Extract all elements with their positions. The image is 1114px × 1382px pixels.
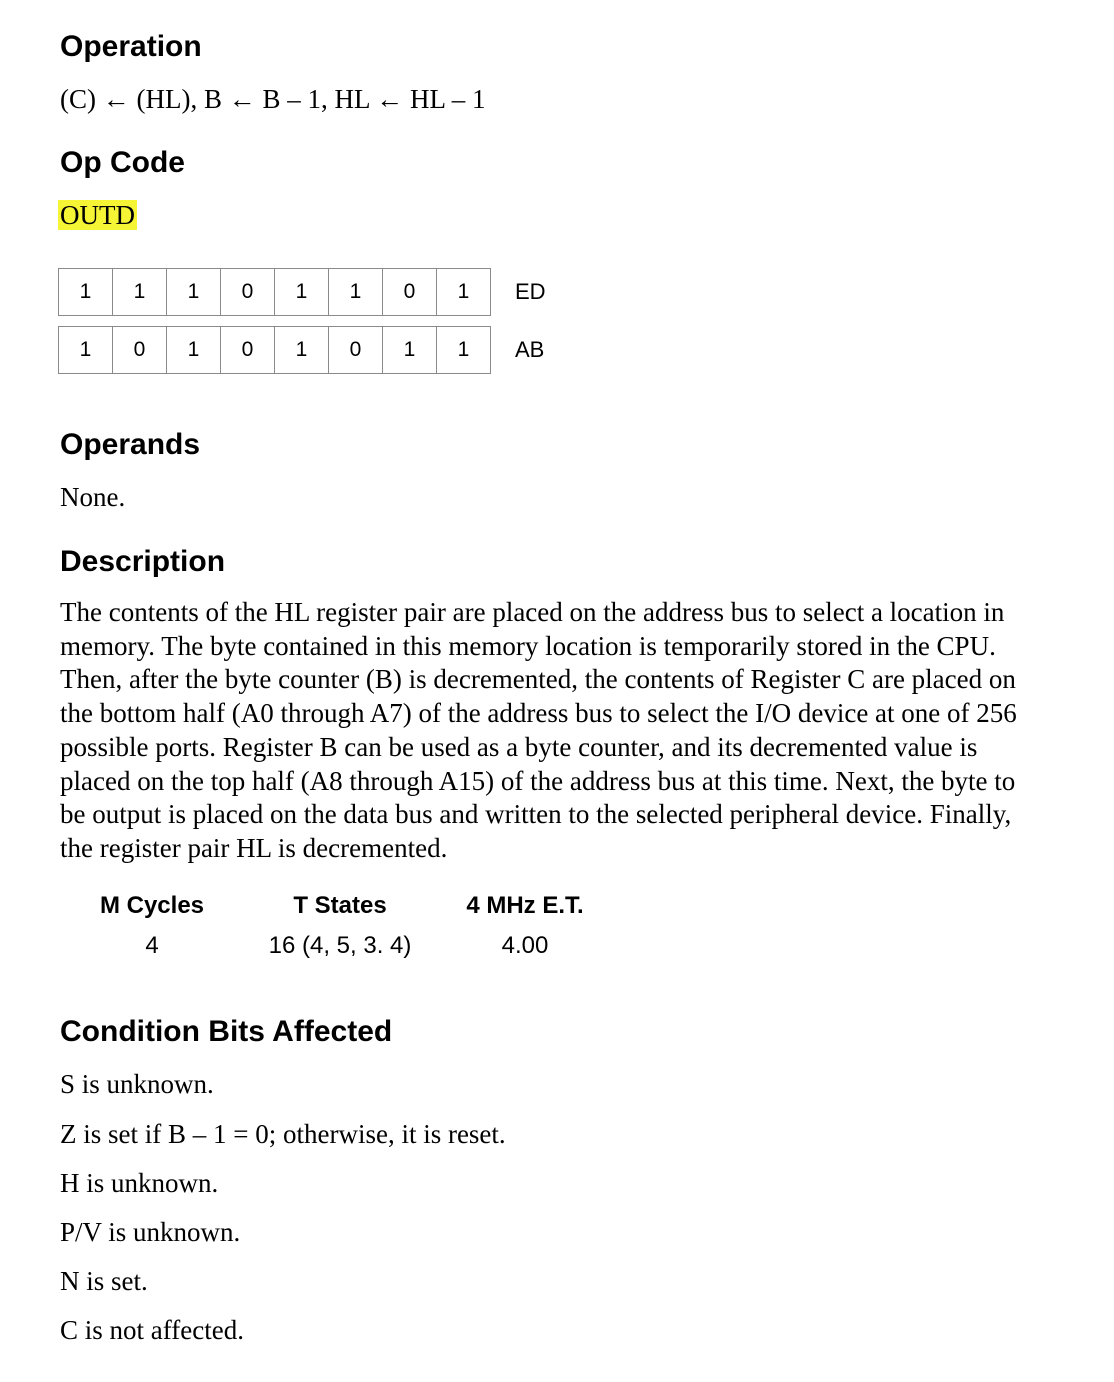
operands-heading: Operands — [60, 428, 201, 461]
condition-item: P/V is unknown. — [60, 1217, 241, 1247]
opcode-mnemonic-highlight: OUTD — [60, 200, 135, 230]
bit-cell: 1 — [437, 269, 491, 316]
timing-value-t-states: 16 (4, 5, 3. 4) — [268, 932, 412, 959]
description-text — [60, 596, 1080, 866]
bit-cell: 1 — [275, 269, 329, 316]
timing-t-states — [240, 892, 440, 960]
operands-text: None. — [60, 482, 126, 512]
timing-m-cycles — [82, 892, 222, 960]
opcode-hex-2: AB — [515, 337, 545, 362]
description-line: placed on the top half (A8 through A15) of the address bus at this time. Next, the byte to — [60, 765, 1016, 796]
bit-cell: 0 — [113, 327, 167, 374]
bit-cell: 0 — [329, 327, 383, 374]
timing-value-m-cycles: 4 — [145, 932, 159, 959]
timing-et — [445, 892, 605, 960]
bit-cell: 1 — [167, 269, 221, 316]
bit-cell: 0 — [221, 269, 275, 316]
description-heading: Description — [60, 545, 226, 578]
operation-formula: (C) ← (HL), B ← B – 1, HL ← HL – 1 — [60, 84, 486, 114]
description-line: the bottom half (A0 through A7) of the address bus to select the I/O device at one of 256 — [60, 698, 1017, 729]
bit-cell: 0 — [221, 327, 275, 374]
description-line: Then, after the byte counter (B) is decremented, the contents of Register C are placed on — [60, 664, 1016, 695]
bit-cell: 0 — [383, 269, 437, 316]
timing-header-et: 4 MHz E.T. — [466, 892, 584, 919]
opcode-bits-row-1 — [58, 268, 491, 316]
opcode-hex-1: ED — [515, 279, 546, 304]
operation-heading: Operation — [60, 30, 202, 63]
bit-cell: 1 — [329, 269, 383, 316]
condition-bits-heading: Condition Bits Affected — [60, 1015, 393, 1048]
condition-item: C is not affected. — [60, 1315, 244, 1345]
opcode-bits-row-2 — [58, 326, 491, 374]
description-line: the register pair HL is decremented. — [60, 832, 448, 863]
condition-item: S is unknown. — [60, 1069, 214, 1099]
description-line: be output is placed on the data bus and written to the selected peripheral device. Finally, — [60, 799, 1012, 830]
bit-cell: 1 — [275, 327, 329, 374]
bit-cell: 1 — [383, 327, 437, 374]
condition-item: Z is set if B – 1 = 0; otherwise, it is reset. — [60, 1119, 506, 1149]
bit-cell: 1 — [167, 327, 221, 374]
description-line: possible ports. Register B can be used as a byte counter, and its decremented value is — [60, 731, 978, 762]
bit-cell: 1 — [113, 269, 167, 316]
timing-header-t-states: T States — [293, 892, 387, 919]
timing-header-m-cycles: M Cycles — [99, 892, 205, 919]
opcode-mnemonic — [60, 198, 137, 232]
condition-item: N is set. — [60, 1266, 148, 1296]
timing-value-et: 4.00 — [501, 932, 549, 959]
description-line: memory. The byte contained in this memory location is temporarily stored in the CPU. — [60, 630, 996, 661]
opcode-heading: Op Code — [60, 146, 185, 179]
description-line: The contents of the HL register pair are placed on the address bus to select a location in — [60, 597, 1005, 627]
bit-cell: 1 — [59, 327, 113, 374]
bit-cell: 1 — [437, 327, 491, 374]
condition-item: H is unknown. — [60, 1168, 219, 1198]
bit-cell: 1 — [59, 269, 113, 316]
